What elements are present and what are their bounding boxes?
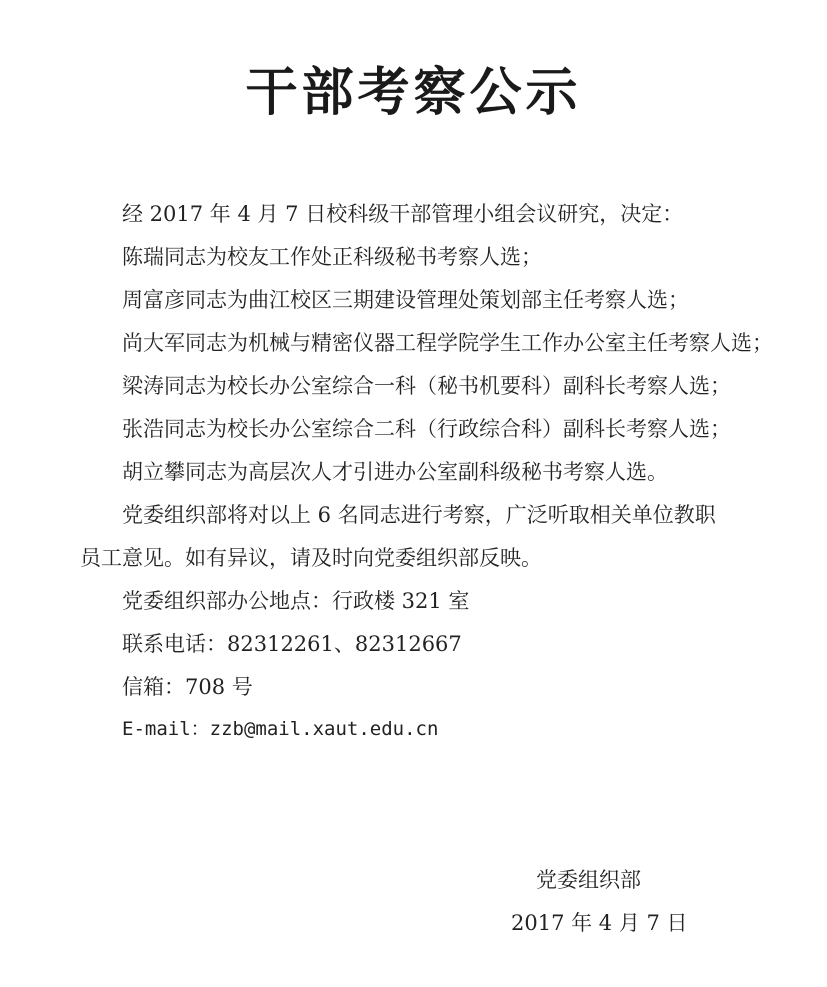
- signature-department: 党委组织部: [536, 868, 641, 892]
- candidate-item: 陈瑞同志为校友工作处正科级秘书考察人选；: [122, 245, 542, 269]
- candidate-item: 胡立攀同志为高层次人才引进办公室副科级秘书考察人选。: [122, 460, 668, 484]
- candidate-item: 梁涛同志为校长办公室综合一科（秘书机要科）副科长考察人选；: [122, 374, 731, 398]
- intro-text: 经 2017 年 4 月 7 日校科级干部管理小组会议研究，决定：: [122, 202, 684, 226]
- signature-date: 2017 年 4 月 7 日: [511, 911, 688, 935]
- candidate-item: 尚大军同志为机械与精密仪器工程学院学生工作办公室主任考察人选；: [122, 331, 773, 355]
- mailbox: 信箱：708 号: [122, 675, 253, 699]
- email-address: zzb@mail.xaut.edu.cn: [209, 718, 439, 740]
- candidate-item: 张浩同志为校长办公室综合二科（行政综合科）副科长考察人选；: [122, 417, 731, 441]
- email-label: E-mail：: [122, 718, 210, 740]
- candidate-item: 周富彦同志为曲江校区三期建设管理处策划部主任考察人选；: [122, 288, 689, 312]
- notice-text-line1: 党委组织部将对以上 6 名同志进行考察，广泛听取相关单位教职: [122, 503, 716, 527]
- page-title: 干部考察公示: [245, 63, 582, 123]
- office-location: 党委组织部办公地点：行政楼 321 室: [122, 589, 470, 613]
- notice-text-line2: 员工意见。如有异议，请及时向党委组织部反映。: [80, 546, 542, 570]
- contact-phone: 联系电话：82312261、82312667: [122, 632, 462, 656]
- email-line: [122, 714, 438, 741]
